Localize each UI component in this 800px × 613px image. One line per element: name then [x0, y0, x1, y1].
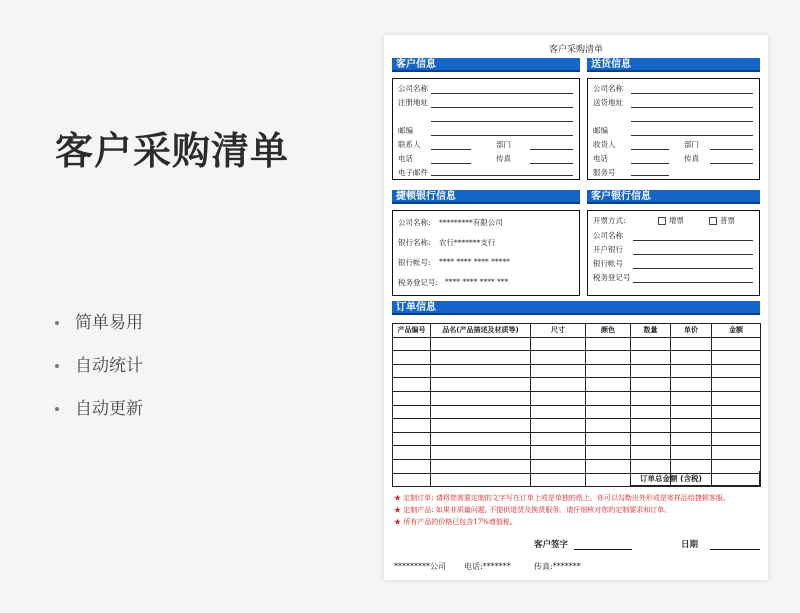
table-cell[interactable] [631, 351, 671, 365]
note-item: ★ 定制订单: 请将您需要定制的文字写在订单上或是单独的纸上。你可以勾勒出外形或是寄样品给捷顿客服。 [394, 494, 730, 502]
table-cell[interactable] [712, 419, 761, 433]
footer-phone: 电话:******* [464, 562, 511, 571]
column-header: 单价 [671, 324, 712, 338]
invoice-option-normal[interactable]: 普票 [709, 215, 735, 226]
table-cell[interactable] [531, 459, 586, 473]
table-cell[interactable] [631, 446, 671, 460]
table-cell[interactable] [631, 364, 671, 378]
table-cell[interactable] [393, 337, 431, 351]
column-header: 品名(产品描述及材质等) [431, 324, 531, 338]
form-title: 客户采购清单 [548, 45, 603, 55]
signature-label: 客户签字 [534, 540, 569, 550]
table-row [393, 364, 761, 378]
footer-company: *********公司 [394, 562, 446, 571]
note-item: ★ 所有产品的价格已包含17%增值税。 [394, 518, 517, 526]
table-cell[interactable] [712, 364, 761, 378]
table-cell[interactable] [586, 473, 631, 487]
table-cell[interactable] [631, 337, 671, 351]
table-cell[interactable] [586, 432, 631, 446]
table-cell[interactable] [671, 419, 712, 433]
table-cell[interactable] [712, 351, 761, 365]
table-cell[interactable] [586, 351, 631, 365]
table-row [393, 419, 761, 433]
table-cell[interactable] [431, 419, 531, 433]
table-cell[interactable] [712, 391, 761, 405]
table-cell[interactable] [712, 378, 761, 392]
table-cell[interactable] [586, 405, 631, 419]
table-cell[interactable] [586, 337, 631, 351]
table-cell[interactable] [431, 337, 531, 351]
date-field[interactable] [710, 549, 760, 550]
field-value: 农行*******支行 [439, 238, 496, 247]
delivery-info-box [587, 78, 760, 180]
table-cell[interactable] [431, 364, 531, 378]
bullet-icon [55, 407, 59, 411]
table-cell[interactable] [393, 405, 431, 419]
table-cell[interactable] [586, 446, 631, 460]
table-cell[interactable] [671, 405, 712, 419]
order-total-label: 订单总金额 (含税) [630, 471, 712, 486]
table-cell[interactable] [586, 378, 631, 392]
table-cell[interactable] [712, 405, 761, 419]
table-cell[interactable] [431, 459, 531, 473]
bank-info-box [392, 210, 580, 296]
table-cell[interactable] [531, 351, 586, 365]
table-cell[interactable] [712, 337, 761, 351]
field-label: 收货人 [593, 140, 616, 149]
column-header: 颜色 [586, 324, 631, 338]
footer-fax: 传真:******* [534, 562, 581, 571]
table-cell[interactable] [631, 378, 671, 392]
checkbox-icon[interactable] [709, 217, 717, 225]
customer-bank-box [587, 210, 760, 296]
bullet-icon [55, 364, 59, 368]
table-cell[interactable] [671, 391, 712, 405]
table-cell[interactable] [393, 378, 431, 392]
field-value: *********有限公司 [439, 218, 503, 227]
table-cell[interactable] [531, 405, 586, 419]
section-header-bank-info: 捷顿银行信息 [392, 190, 580, 204]
table-cell[interactable] [531, 432, 586, 446]
table-cell[interactable] [393, 473, 431, 487]
table-cell[interactable] [393, 364, 431, 378]
table-cell[interactable] [631, 405, 671, 419]
table-cell[interactable] [531, 391, 586, 405]
field-value: **** **** **** *** [445, 277, 509, 286]
field-label: 开票方式: [593, 216, 626, 225]
table-row [393, 378, 761, 392]
field-label: 公司名称 [398, 84, 428, 93]
section-header-order-info: 订单信息 [392, 301, 760, 315]
note-item: ★ 定制产品: 如果非质量问题, 不提供退货及换货服务。请仔细核对您的定制要求和订单。 [394, 506, 672, 514]
table-cell[interactable] [531, 364, 586, 378]
order-total-value[interactable] [711, 471, 760, 486]
field-label: 银行帐号 [593, 259, 623, 268]
field-label: 电话 [398, 154, 413, 163]
table-cell[interactable] [393, 351, 431, 365]
table-cell[interactable] [631, 432, 671, 446]
order-table [392, 323, 761, 487]
field-label: 电话 [593, 154, 608, 163]
feature-item: 自动更新 [55, 398, 143, 420]
field-label: 邮编 [593, 126, 608, 135]
feature-item: 简单易用 [55, 312, 143, 334]
table-cell[interactable] [431, 391, 531, 405]
field-label: 银行名称: [398, 238, 431, 247]
table-cell[interactable] [431, 432, 531, 446]
field-label: 邮编 [398, 126, 413, 135]
table-row [393, 351, 761, 365]
feature-list [55, 312, 143, 441]
table-cell[interactable] [671, 446, 712, 460]
field-label: 部门 [684, 140, 699, 149]
field-label: 税务登记号 [593, 273, 631, 282]
table-cell[interactable] [712, 432, 761, 446]
field-label: 银行帐号: [398, 258, 431, 267]
table-cell[interactable] [671, 337, 712, 351]
table-row [393, 337, 761, 351]
field-label: 电子邮件 [398, 168, 428, 177]
table-cell[interactable] [586, 391, 631, 405]
field-label: 公司名称 [593, 231, 623, 240]
table-cell[interactable] [431, 405, 531, 419]
checkbox-icon[interactable] [658, 217, 666, 225]
table-cell[interactable] [712, 446, 761, 460]
table-row [393, 391, 761, 405]
field-label: 服务号 [593, 168, 616, 177]
table-row [393, 405, 761, 419]
table-cell[interactable] [531, 337, 586, 351]
table-cell[interactable] [531, 419, 586, 433]
field-label: 税务登记号: [398, 278, 439, 287]
column-header: 数量 [631, 324, 671, 338]
invoice-option-vat[interactable]: 增票 [658, 215, 684, 226]
table-cell[interactable] [393, 419, 431, 433]
table-cell[interactable] [531, 378, 586, 392]
table-row [393, 446, 761, 460]
table-cell[interactable] [531, 473, 586, 487]
field-label: 公司名称 [593, 84, 623, 93]
table-cell[interactable] [631, 391, 671, 405]
table-cell[interactable] [631, 419, 671, 433]
field-value: **** **** **** ***** [439, 257, 510, 266]
column-header: 尺寸 [531, 324, 586, 338]
table-cell[interactable] [671, 364, 712, 378]
section-header-delivery-info: 送货信息 [587, 58, 760, 72]
field-label: 开户银行 [593, 245, 623, 254]
field-label: 部门 [496, 140, 511, 149]
table-cell[interactable] [393, 432, 431, 446]
section-header-customer-info: 客户信息 [392, 58, 580, 72]
field-label: 传真 [684, 154, 699, 163]
bullet-icon [55, 321, 59, 325]
table-cell[interactable] [586, 419, 631, 433]
table-cell[interactable] [531, 446, 586, 460]
field-label: 传真 [496, 154, 511, 163]
table-cell[interactable] [671, 378, 712, 392]
table-cell[interactable] [431, 473, 531, 487]
field-label: 公司名称: [398, 218, 431, 227]
table-cell[interactable] [431, 351, 531, 365]
table-cell[interactable] [393, 391, 431, 405]
column-header: 金额 [712, 324, 761, 338]
signature-field[interactable] [574, 549, 632, 550]
field-label: 注册地址 [398, 98, 428, 107]
date-label: 日期 [681, 540, 699, 550]
column-header: 产品编号 [393, 324, 431, 338]
page-title: 客户采购清单 [55, 129, 290, 173]
table-row [393, 432, 761, 446]
section-header-customer-bank: 客户银行信息 [587, 190, 760, 204]
table-cell[interactable] [671, 351, 712, 365]
table-cell[interactable] [671, 432, 712, 446]
feature-item: 自动统计 [55, 355, 143, 377]
field-label: 联系人 [398, 140, 421, 149]
table-cell[interactable] [586, 459, 631, 473]
table-cell[interactable] [431, 446, 531, 460]
table-cell[interactable] [393, 459, 431, 473]
table-cell[interactable] [431, 378, 531, 392]
purchase-form-preview [384, 35, 768, 580]
customer-info-box [392, 78, 580, 180]
field-label: 送货地址 [593, 98, 623, 107]
table-cell[interactable] [586, 364, 631, 378]
table-cell[interactable] [393, 446, 431, 460]
table-header-row [393, 324, 761, 338]
